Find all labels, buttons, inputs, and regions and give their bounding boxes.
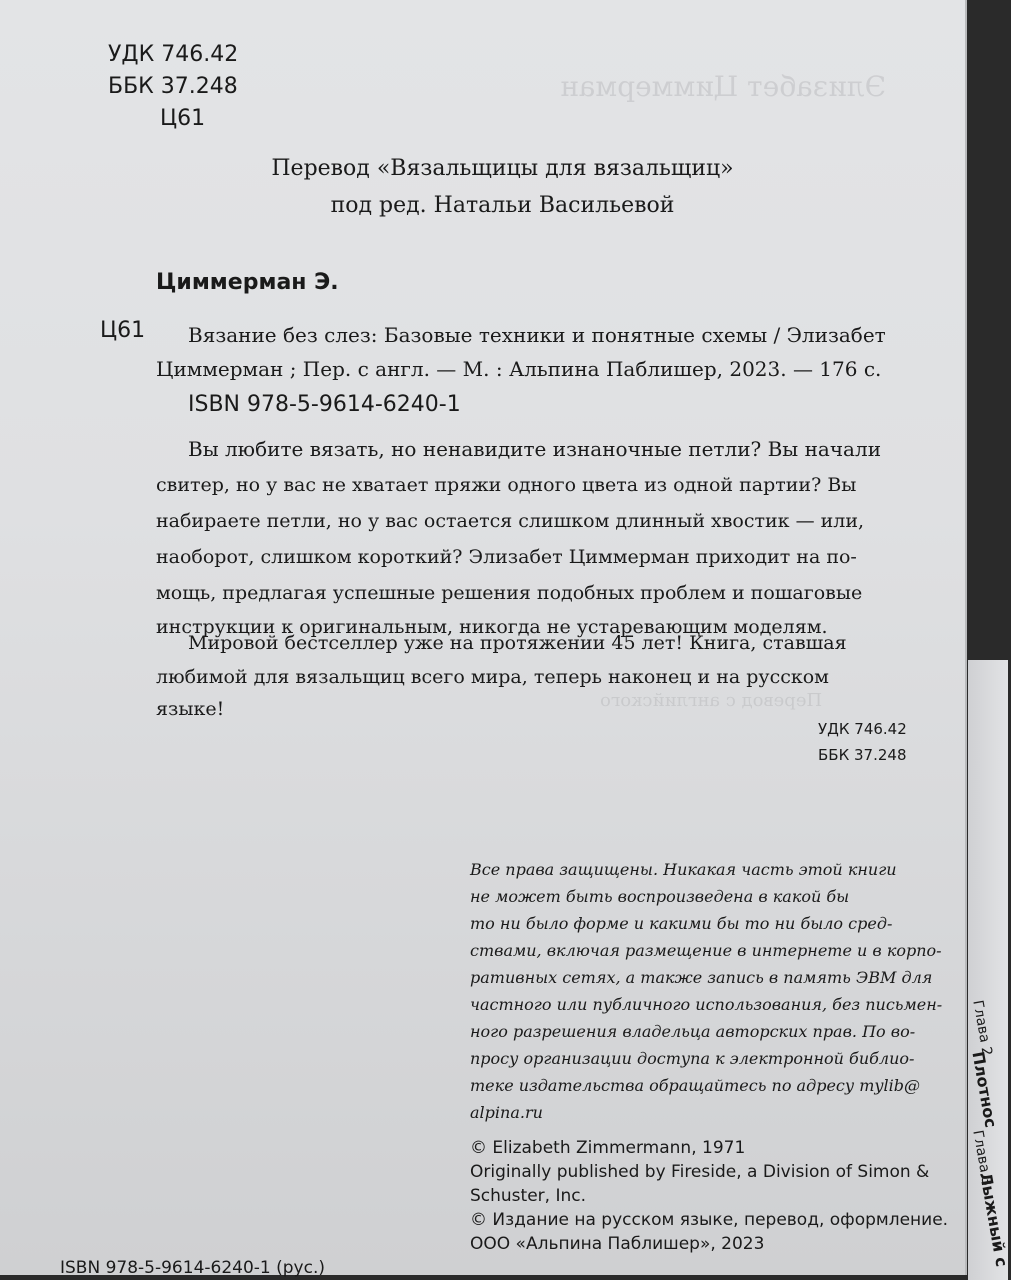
- bbk-code: ББК 37.248: [108, 74, 238, 99]
- copyright-line: Originally published by Fireside, a Division of Simon &: [470, 1162, 930, 1182]
- next-page-glava3: Глава 3: [969, 1128, 995, 1188]
- annotation-p2-line2: любимой для вязальщиц всего мира, теперь наконец и на русском: [156, 666, 829, 688]
- rights-line: Все права защищены. Никакая часть этой книги: [470, 860, 897, 879]
- show-through-author: Элизабет Циммерман: [560, 70, 886, 103]
- annotation-p1-line3: набираете петли, но у вас остается слишком длинный хвостик — или,: [156, 510, 865, 532]
- copyright-block: [470, 1136, 949, 1256]
- bib-isbn: ISBN 978-5-9614-6240-1: [188, 392, 461, 417]
- udk-code: УДК 746.42: [108, 42, 239, 67]
- annotation-p1-line5: мощь, предлагая успешные решения подобных проблем и пошаговые: [156, 582, 863, 604]
- rights-line: частного или публичного использования, без письмен-: [470, 995, 943, 1014]
- bbk-code-small: ББК 37.248: [818, 746, 907, 764]
- bib-title-line1: Вязание без слез: Базовые техники и понятные схемы / Элизабет: [188, 323, 886, 347]
- rights-line: то ни было форме и какими бы то ни было сред-: [470, 914, 893, 933]
- copyright-line: © Издание на русском языке, перевод, оформление.: [470, 1210, 949, 1230]
- annotation-p1-line4: наоборот, слишком короткий? Элизабет Циммерман приходит на по-: [156, 546, 857, 568]
- rights-line: теке издательства обращайтесь по адресу mylib@: [470, 1076, 920, 1095]
- adjacent-page: [968, 660, 1011, 1280]
- rights-line: просу организации доступа к электронной библио-: [470, 1049, 915, 1068]
- copyright-line: Schuster, Inc.: [470, 1186, 587, 1206]
- annotation-p2-line3: языке!: [156, 698, 225, 720]
- rights-line: ративных сетях, а также запись в память ЭВМ для: [470, 968, 933, 987]
- udk-code-small: УДК 746.42: [818, 720, 907, 738]
- rights-line: ствами, включая размещение в интернете и в корпо-: [470, 941, 942, 960]
- bottom-isbn: ISBN 978-5-9614-6240-1 (рус.): [60, 1258, 326, 1278]
- rights-notice: [470, 856, 943, 1126]
- rights-line: не может быть воспроизведена в какой бы: [470, 887, 850, 906]
- author-mark: Ц61: [160, 106, 206, 131]
- copyright-line: ООО «Альпина Паблишер», 2023: [470, 1234, 765, 1254]
- annotation-p1-line2: свитер, но у вас не хватает пряжи одного цвета из одной партии? Вы: [156, 474, 857, 496]
- translation-credit-line2: под ред. Натальи Васильевой: [330, 193, 675, 218]
- bib-mark: Ц61: [100, 318, 146, 343]
- annotation-p2-line1: Мировой бестселлер уже на протяжении 45 лет! Книга, ставшая: [188, 632, 847, 654]
- bib-title-line2: Циммерман ; Пер. с англ. — М. : Альпина Паблишер, 2023. — 176 с.: [156, 357, 882, 381]
- author-heading: Циммерман Э.: [156, 270, 339, 295]
- annotation-p1-line6: инструкции к оригинальным, никогда не устаревающим моделям.: [156, 616, 828, 638]
- next-page-glava2: Глава 2: [969, 998, 995, 1058]
- show-through-note: Перевод с английского: [600, 690, 823, 711]
- rights-line: ного разрешения владельца авторских прав. По во-: [470, 1022, 916, 1041]
- rights-line: alpina.ru: [470, 1103, 543, 1122]
- copyright-line: © Elizabeth Zimmermann, 1971: [470, 1138, 746, 1158]
- translation-credit-line1: Перевод «Вязальщицы для вязальщиц»: [271, 156, 734, 181]
- next-page-lyzhny: Лыжный с: [976, 1170, 1011, 1269]
- next-page-plotnost: Плотнос: [968, 1049, 1001, 1130]
- annotation-p1-line1: Вы любите вязать, но ненавидите изнаночные петли? Вы начали: [188, 437, 882, 461]
